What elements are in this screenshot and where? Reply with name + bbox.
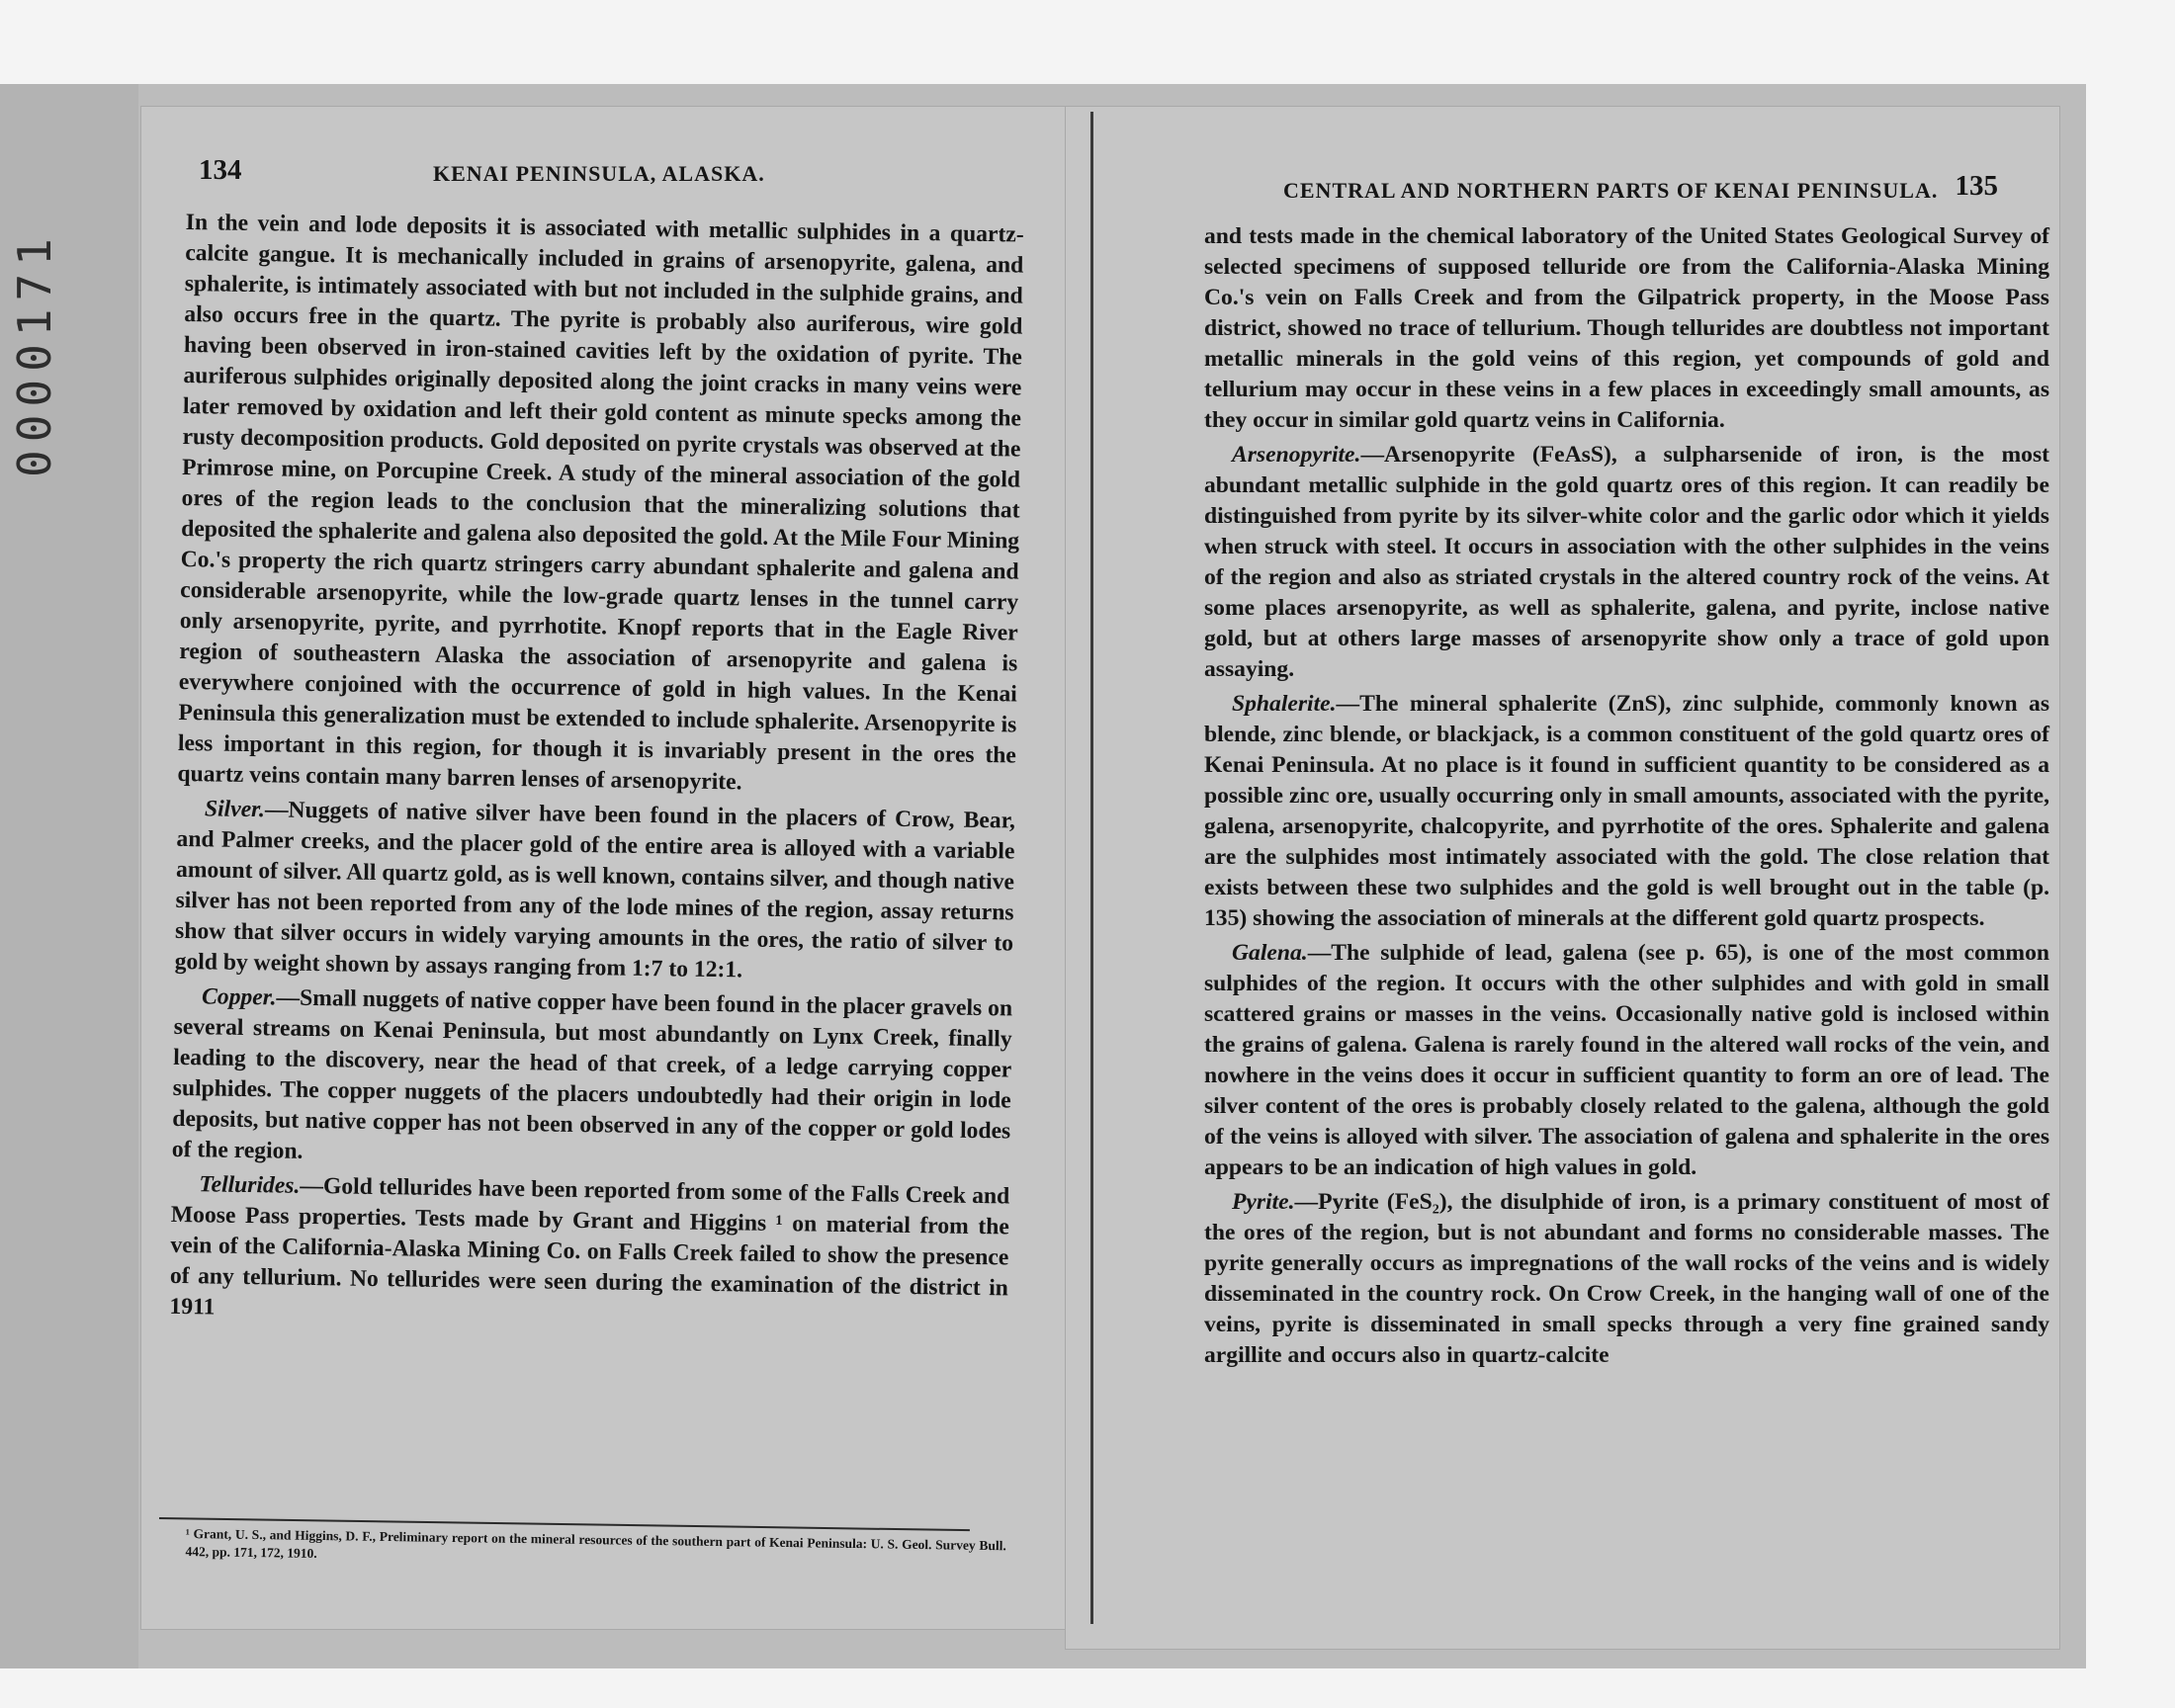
microfilm-frame-number: 0000171: [8, 230, 61, 477]
paragraph-silver: Silver.—Nuggets of native silver have been found in the placers of Crow, Bear, and Palmer creeks, and the placer gold of the entire area is alloyed with a variable amount of silver. All quartz gold, as is well known, contains silver, and though native silver has not been reported from any of the lode mines of the region, assay returns show that silver occurs in widely varying amounts in the ores, the ratio of silver to gold by weight shown by assays ranging from 1:7 to 12:1.: [174, 796, 1016, 983]
section-lead: Sphalerite.: [1232, 691, 1337, 717]
paragraph: and tests made in the chemical laboratory of the United States Geological Survey of selected specimens of supposed telluride ore from the California-Alaska Mining Co.'s vein on Falls Creek and from the Gilpatrick property, in the Moose Pass district, showed no trace of tellurium. Though tellurides are doubtless not important metallic minerals in the gold veins of this region, yet compounds of gold and tellurium may occur in these veins in a few places in exceedingly small amounts, as they occur in similar gold quartz veins in California.: [1204, 223, 2049, 433]
section-lead: Arsenopyrite.: [1232, 442, 1361, 468]
page-gutter: [1090, 112, 1093, 1624]
page-number: 134: [199, 154, 242, 186]
paragraph-tellurides: Tellurides.—Gold tellurides have been reported from some of the Falls Creek and Moose Pass properties. Tests made by Grant and Higgins ¹ on material from the vein of the California-Alaska Mining Co. on Falls Creek failed to show the presence of any tellurium. No tellurides were seen during the examination of the district in 1911: [169, 1171, 1010, 1321]
paragraph-pyrite: Pyrite.—Pyrite (FeS₂), the disulphide of iron, is a primary constituent of most of the ores of the region, but is not abundant and forms no considerable masses. The pyrite generally occurs as impregnations of the wall rocks of the veins and is widely disseminated in the country rock. On Crow Creek, in the hanging wall of one of the veins, pyrite is disseminated in small specks through a very fine grained sandy argillite and occurs also in quartz-calcite: [1204, 1189, 2049, 1368]
left-page: [141, 107, 1066, 1629]
paragraph-galena: Galena.—The sulphide of lead, galena (see p. 65), is one of the most common sulphides of the region. It occurs with the other sulphides and with gold in small scattered grains or masses in the veins. Occasionally native gold is inclosed within the grains of galena. Galena is rarely found in the altered wall rocks of the vein, and nowhere in the veins does it occur in sufficient quantity to form an ore of lead. The silver content of the ores is probably closely related to the galena, although the gold of the veins is alloyed with silver. The association of galena and sphalerite in the ores appears to be an indication of high values in gold.: [1204, 940, 2049, 1180]
section-lead: Silver.: [204, 796, 266, 823]
paragraph-copper: Copper.—Small nuggets of native copper have been found in the placer gravels on several streams on Kenai Peninsula, but most abundantly on Lynx Creek, finally leading to the discovery, near the head of that creek, of a ledge carrying copper sulphides. The copper nuggets of the placers undoubtedly had their origin in lode deposits, but native copper has not been observed in any of the copper or gold lodes of the region.: [171, 983, 1013, 1164]
section-lead: Pyrite.: [1232, 1189, 1295, 1215]
section-lead: Tellurides.: [199, 1171, 301, 1199]
paragraph-sphalerite: Sphalerite.—The mineral sphalerite (ZnS), zinc sulphide, commonly known as blende, zinc blende, or blackjack, is a common constituent of the gold quartz ores of Kenai Peninsula. At no place is it found in sufficient quantity to be considered as a possible zinc ore, usually occurring only in small amounts, associated with the pyrite, galena, arsenopyrite, chalcopyrite, and pyrrhotite of the ores. Sphalerite and galena are the sulphides most intimately associated with the gold. The close relation that exists between these two sulphides and the gold is well brought out in the table (p. 135) showing the association of minerals at the different gold quartz prospects.: [1204, 691, 2049, 931]
scanned-book-spread: [0, 84, 2086, 1668]
page-number: 135: [1955, 170, 1998, 202]
section-lead: Copper.: [201, 983, 277, 1011]
running-head: KENAI PENINSULA, ALASKA.: [433, 161, 765, 186]
body-text: [169, 208, 1024, 1338]
section-lead: Galena.: [1232, 940, 1308, 966]
paragraph-arsenopyrite: Arsenopyrite.—Arsenopyrite (FeAsS), a sulpharsenide of iron, is the most abundant metallic sulphide in the gold quartz ores of this region. It can readily be distinguished from pyrite by its silver-white color and the garlic odor which it yields when struck with steel. It occurs in association with the other sulphides in the veins of the region and also as striated crystals in the altered country rock of the veins. At some places arsenopyrite, as well as sphalerite, galena, and pyrite, inclose native gold, but at others large masses of arsenopyrite show only a trace of gold upon assaying.: [1204, 442, 2049, 682]
running-head: CENTRAL AND NORTHERN PARTS OF KENAI PENINSULA.: [1283, 178, 1939, 203]
paragraph: In the vein and lode deposits it is associated with metallic sulphides in a quartz-calcite gangue. It is mechanically included in grains of arsenopyrite, galena, and sphalerite, is intimately associated with but not included in the sulphide grains, and also occurs free in the quartz. The pyrite is probably also auriferous, wire gold having been observed in iron-stained cavities left by the oxidation of pyrite. The auriferous sulphides originally deposited along the joint cracks in many veins were later removed by oxidation and left their gold content as minute specks among the rusty decomposition products. Gold deposited on pyrite crystals was observed at the Primrose mine, on Porcupine Creek. A study of the mineral association of the gold ores of the region leads to the conclusion that the mineralizing solutions that deposited the sphalerite and galena also deposited the gold. At the Mile Four Mining Co.'s property the rich quartz stringers carry abundant sphalerite and galena and considerable arsenopyrite, while the low-grade quartz lenses in the tunnel carry only arsenopyrite, pyrite, and pyrrhotite. Knopf reports that in the Eagle River region of southeastern Alaska the association of arsenopyrite and galena is everywhere conjoined with the occurrence of gold in high values. In the Kenai Peninsula this generalization must be extended to include sphalerite. Arsenopyrite is less important in this region, for though it is invariably present in the ores the quartz veins contain many barren lenses of arsenopyrite.: [177, 209, 1024, 796]
footnote: ¹ Grant, U. S., and Higgins, D. F., Preliminary report on the mineral resources of the southern part of Kenai Peninsula: U. S. Geol. Survey Bull. 442, pp. 171, 172, 1910.: [185, 1525, 1006, 1561]
right-page: [1066, 107, 2059, 1649]
body-text: [1204, 221, 2049, 1375]
film-margin: [0, 84, 138, 1668]
